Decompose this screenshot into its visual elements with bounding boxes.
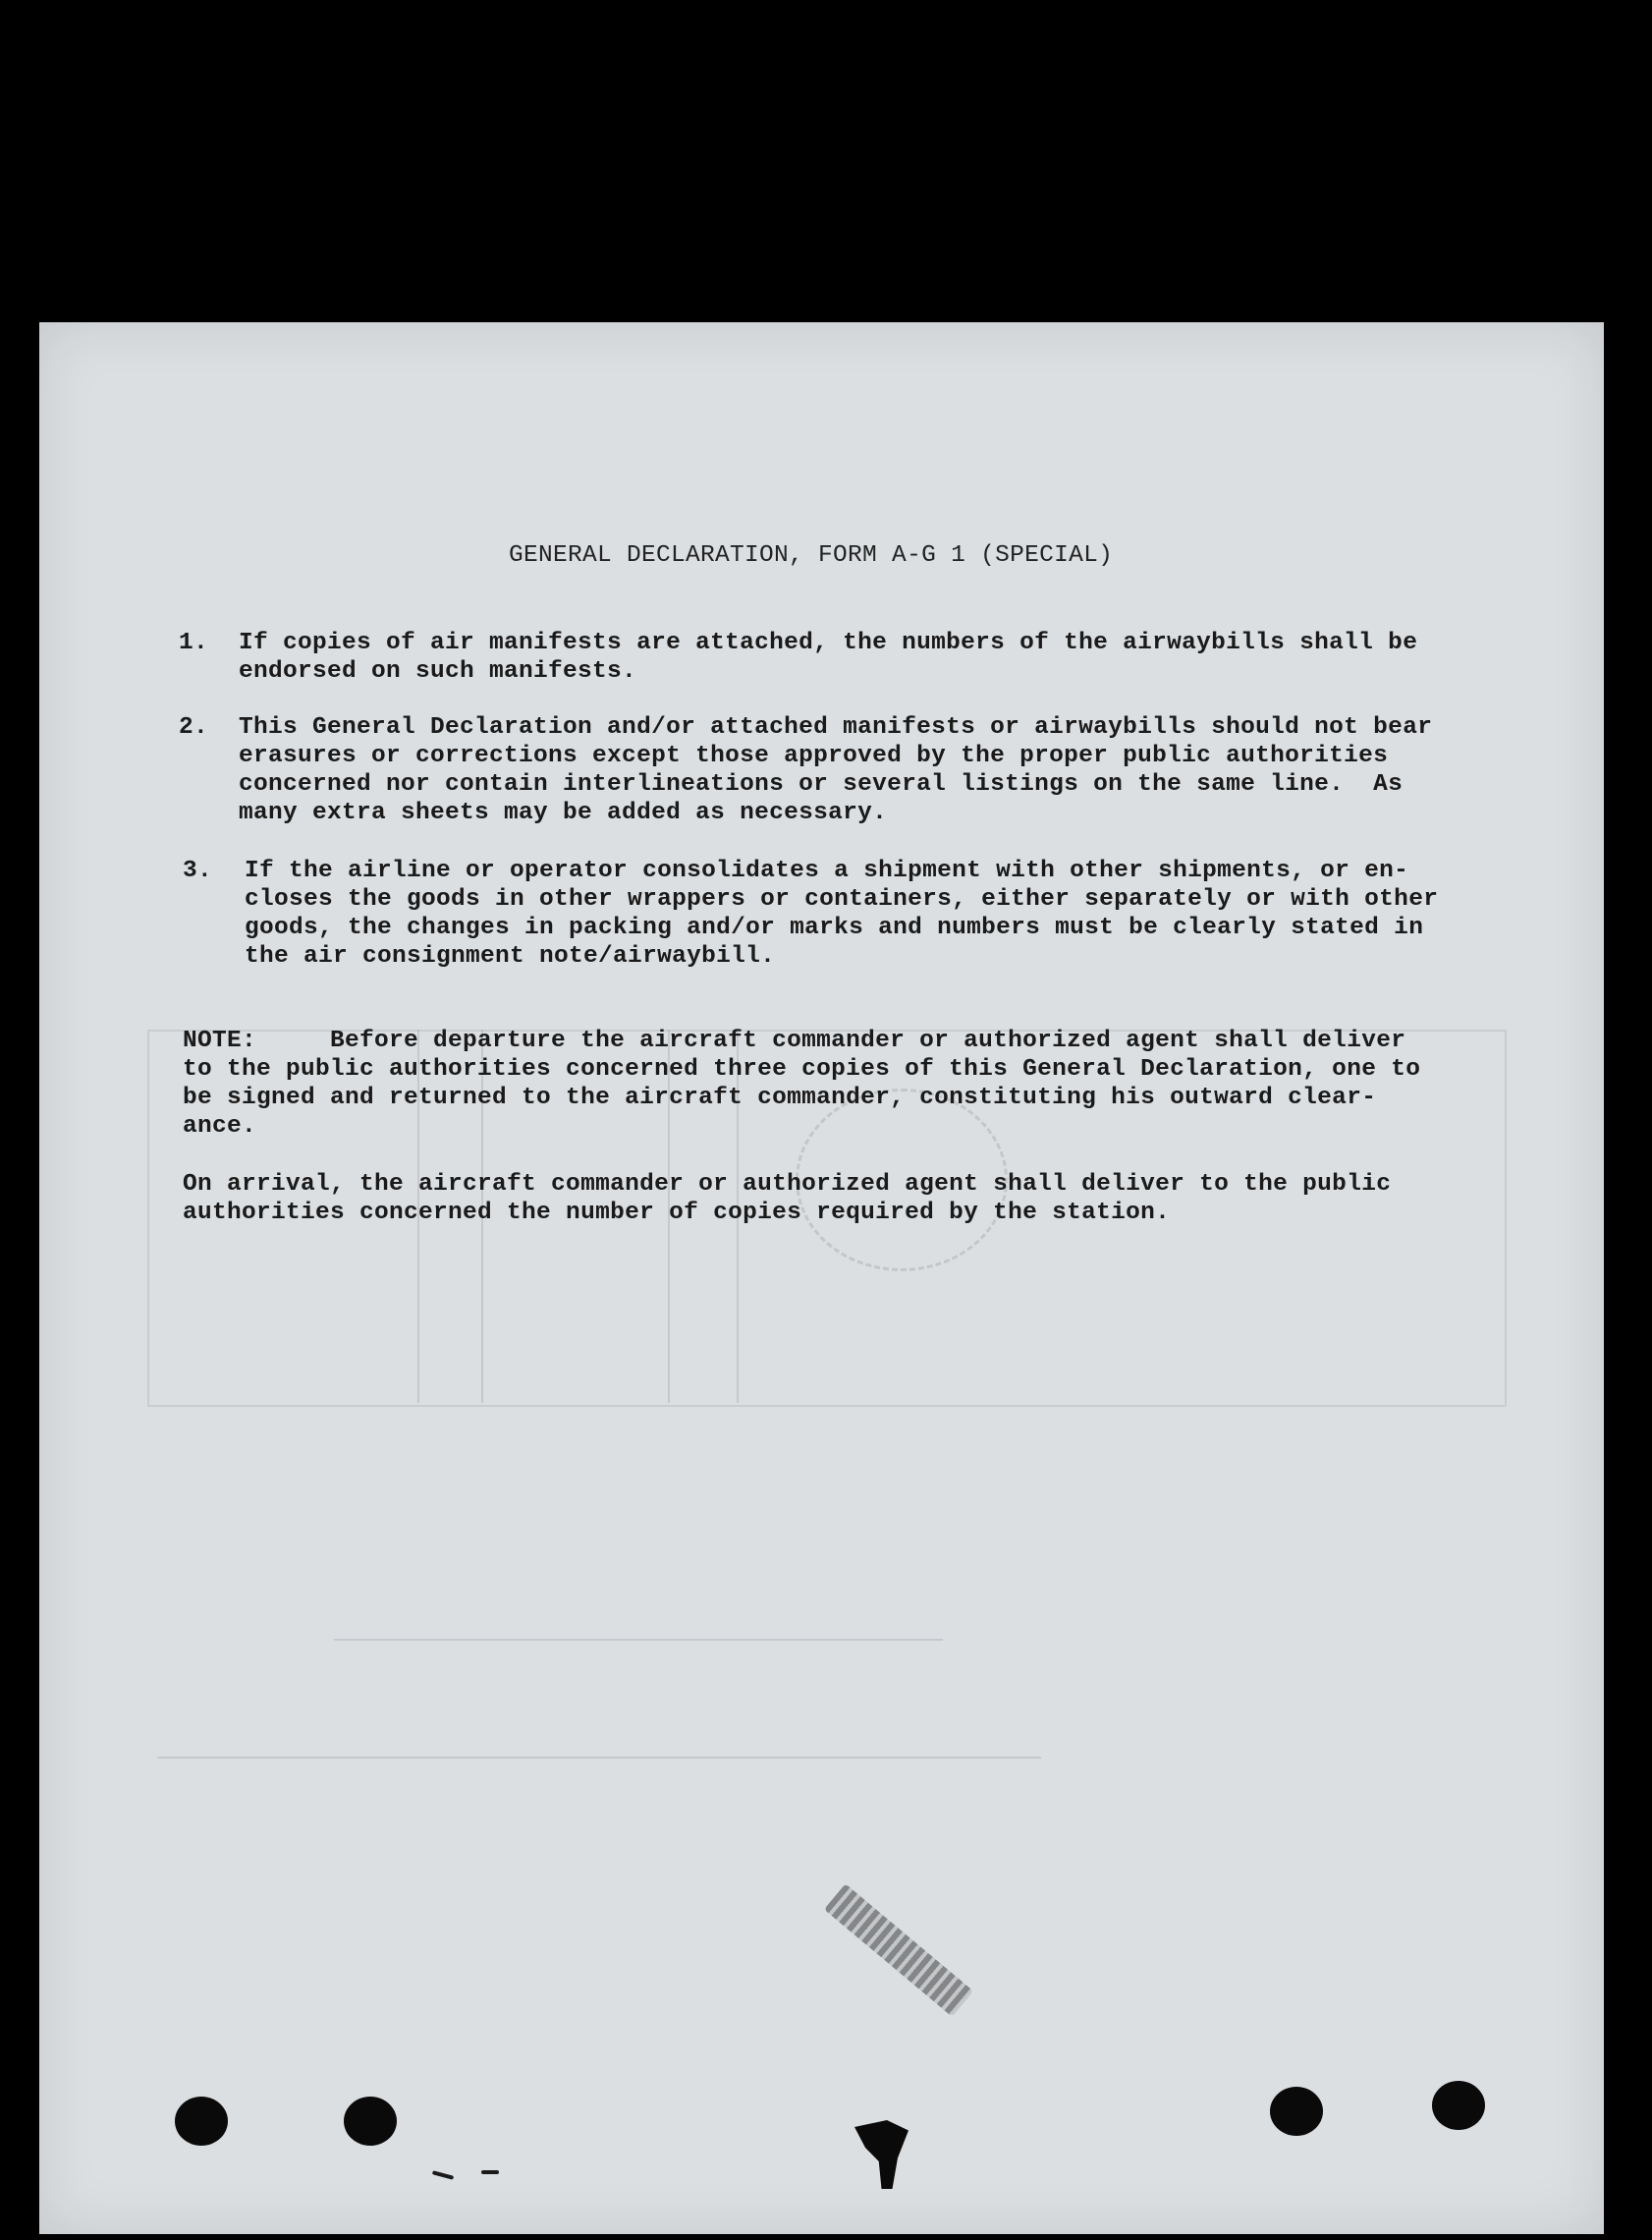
- arrival-line: authorities concerned the number of copies required by the station.: [183, 1200, 1171, 1226]
- faded-stamp-mark: [824, 1883, 973, 2016]
- item-line: This General Declaration and/or attached manifests or airwaybills should not bear: [239, 714, 1433, 741]
- punch-hole: [175, 2097, 228, 2146]
- item-line: If copies of air manifests are attached, the numbers of the airwaybills shall be: [239, 630, 1418, 656]
- note-line: be signed and returned to the aircraft commander, constituting his outward clear-: [183, 1085, 1377, 1111]
- item-line: many extra sheets may be added as necessary.: [239, 800, 888, 826]
- item-number: 1.: [179, 630, 209, 656]
- item-line: If the airline or operator consolidates a shipment with other shipments, or en-: [245, 858, 1409, 884]
- item-line: closes the goods in other wrappers or containers, either separately or with other: [245, 886, 1439, 913]
- scratch-mark: [481, 2170, 499, 2174]
- note-line: NOTE: Before departure the aircraft commander or authorized agent shall deliver: [183, 1028, 1406, 1054]
- bleed-through-rule: [157, 1757, 1041, 1759]
- note-line: ance.: [183, 1113, 257, 1140]
- item-line: concerned nor contain interlineations or several listings on the same line. As: [239, 771, 1404, 798]
- item-number: 3.: [183, 858, 213, 884]
- note-line: to the public authorities concerned three copies of this General Declaration, one to: [183, 1056, 1421, 1083]
- arrival-line: On arrival, the aircraft commander or authorized agent shall deliver to the public: [183, 1171, 1392, 1198]
- punch-hole: [1270, 2087, 1323, 2136]
- scratch-mark: [432, 2170, 454, 2180]
- ink-blot: [854, 2120, 909, 2189]
- bleed-through-rule: [334, 1639, 943, 1641]
- document-page: [39, 322, 1604, 2234]
- page-title: GENERAL DECLARATION, FORM A-G 1 (SPECIAL): [509, 542, 1114, 569]
- item-number: 2.: [179, 714, 209, 741]
- item-line: erasures or corrections except those approved by the proper public authorities: [239, 743, 1389, 769]
- item-line: goods, the changes in packing and/or marks and numbers must be clearly stated in: [245, 915, 1424, 941]
- item-line: the air consignment note/airwaybill.: [245, 943, 776, 970]
- punch-hole: [344, 2097, 397, 2146]
- item-line: endorsed on such manifests.: [239, 658, 637, 685]
- punch-hole: [1432, 2081, 1485, 2130]
